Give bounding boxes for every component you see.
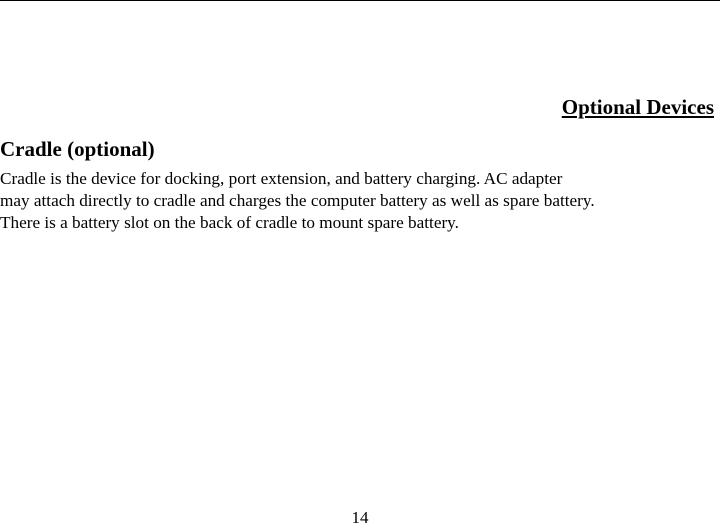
cradle-description: [0, 168, 720, 234]
description-line: There is a battery slot on the back of cradle to mount spare battery.: [0, 213, 459, 232]
top-rule: [0, 0, 720, 1]
cradle-heading: Cradle (optional): [0, 137, 155, 161]
description-line: may attach directly to cradle and charges the computer battery as well as spare battery.: [0, 191, 595, 210]
description-line: Cradle is the device for docking, port extension, and battery charging. AC adapter: [0, 169, 563, 188]
page-number: 14: [351, 508, 369, 527]
section-title: Optional Devices: [561, 95, 714, 119]
